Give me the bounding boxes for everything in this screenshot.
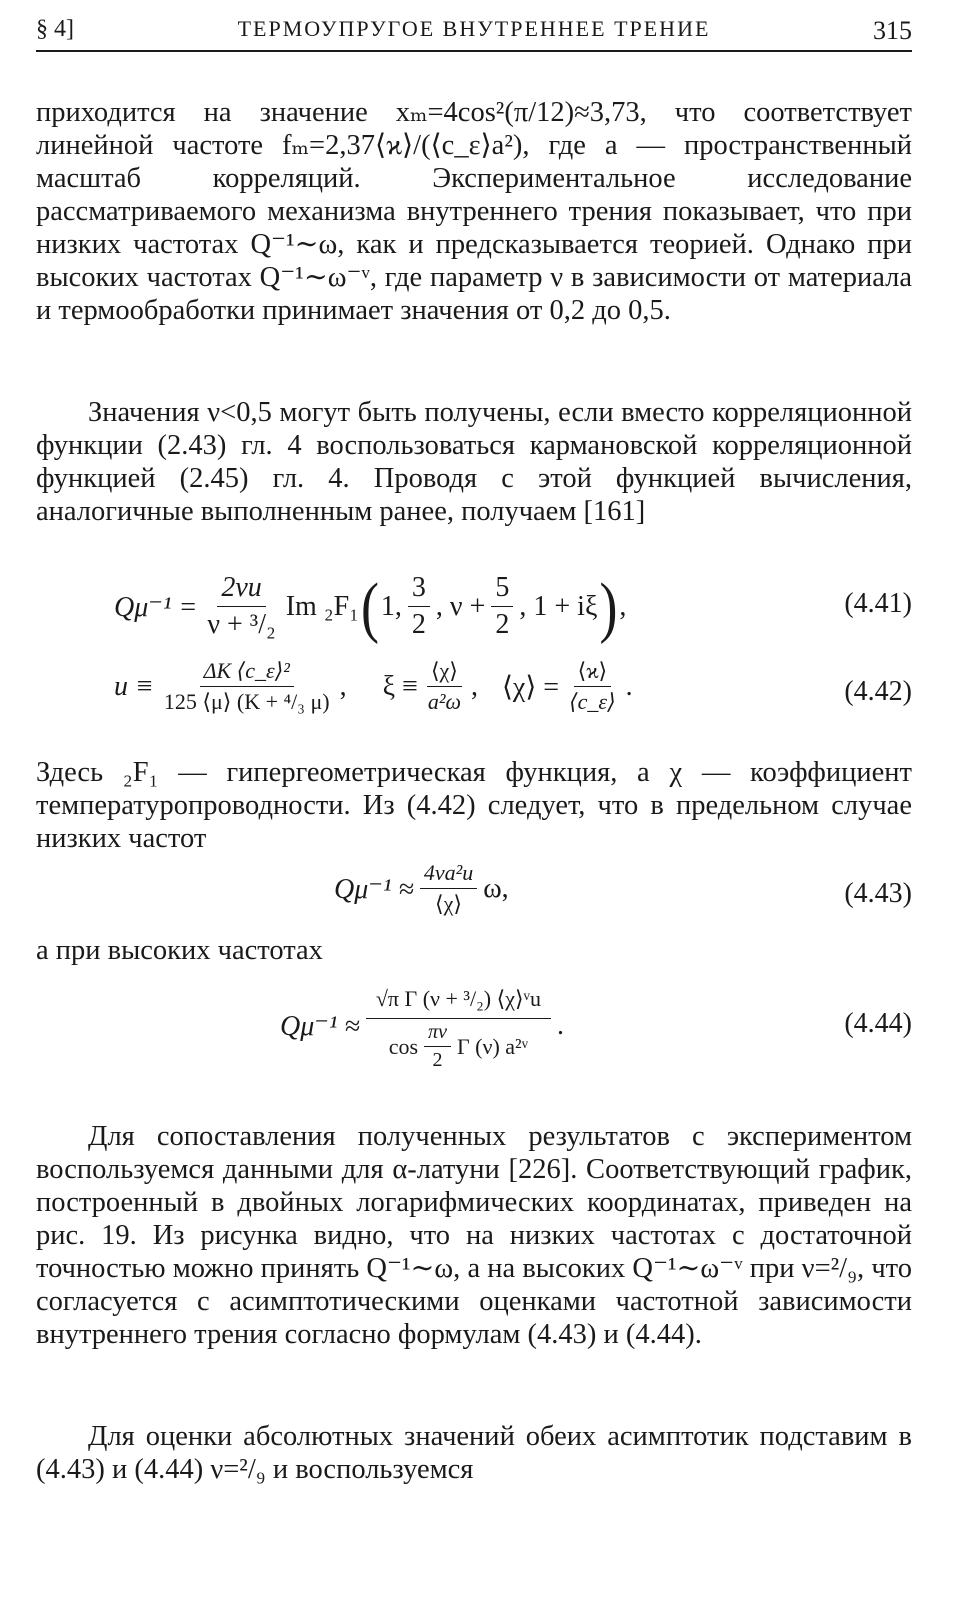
equation-4-43-body [334, 860, 509, 917]
eq442-xi-lhs: ξ ≡ [382, 670, 418, 702]
equation-number-4-42: (4.42) [844, 676, 912, 707]
equation-number-4-44: (4.44) [844, 1008, 912, 1039]
eq442-lhs: u ≡ [114, 670, 154, 702]
running-title: ТЕРМОУПРУГОЕ ВНУТРЕННЕЕ ТРЕНИЕ [237, 16, 711, 41]
eq444-den-cos: cos [388, 1033, 419, 1059]
eq444-den-cos-den: 2 [432, 1049, 443, 1071]
equation-4-41 [36, 568, 912, 644]
eq441-arg-c-num: 5 [491, 572, 513, 607]
eq441-open-paren: ( [360, 569, 379, 644]
paragraph-1: приходится на значение xₘ=4cos²(π/12)≈3,73, что соответствует линейной частоте fₘ=2,37⟨ϰ⟩/(⟨c_ε⟩a²), где a — пространственный масштаб корреляций. Экспериментальное исследование рассматриваемого механизма внутреннего трения показывает, что при низких частотах Q⁻¹∼ω, как и предсказывается теорией. Однако при высоких частотах Q⁻¹∼ω⁻ᵛ, где параметр ν в зависимости от материала и термообработки принимает значения от 0,2 до 0,5. [36, 97, 912, 326]
page-number: 315 [873, 16, 912, 45]
eq442-xi-fraction [424, 658, 465, 715]
paragraph-5: Для сопоставления полученных результатов с экспериментом воспользуемся данными для α-латуни [226]. Соответствующий график, построенный в двойных логарифмических координатах, приведен на рис. 19. Из рисунка видно, что на низких частотах с достаточной точностью можно принять Q⁻¹∼ω, а на высоких Q⁻¹∼ω⁻ᵛ при ν=²/₉, что согласуется с асимптотическими оценками частотной зависимости внутреннего трения согласно формулам (4.43) и (4.44). [36, 1121, 912, 1350]
equation-4-42 [36, 656, 912, 740]
book-page [36, 0, 912, 1600]
equation-4-44-body [280, 980, 564, 1072]
eq441-arg-b-den: 2 [411, 609, 426, 640]
eq442-sep1: , [339, 670, 347, 702]
eq442-sep2: , [470, 670, 478, 702]
eq444-tail: . [557, 1010, 565, 1041]
eq442-u-num: ΔK ⟨c_ε⟩² [200, 658, 294, 687]
equation-4-41-body [114, 569, 627, 644]
eq444-den [385, 1019, 532, 1072]
eq441-lhs: Qμ⁻¹ = [114, 591, 198, 623]
eq444-num: √π Γ (ν + ³/₂) ⟨χ⟩ᵛu [366, 980, 551, 1019]
equation-number-4-41: (4.41) [844, 588, 912, 619]
eq444-lhs: Qμ⁻¹ ≈ [280, 1011, 360, 1042]
eq444-fraction [366, 980, 551, 1072]
eq441-fraction [203, 572, 279, 641]
eq443-fraction [420, 860, 477, 917]
paragraph-6: Для оценки абсолютных значений обеих асимптотик подставим в (4.43) и (4.44) ν=²/₉ и воспользуемся [36, 1421, 912, 1485]
eq442-xi-num: ⟨χ⟩ [427, 658, 462, 687]
eq441-frac-num: 2νu [217, 572, 265, 607]
eq441-func: Im ₂F₁ [285, 590, 359, 622]
eq442-xi-den: a²ω [427, 689, 461, 714]
equation-4-44 [36, 978, 912, 1090]
paragraph-2: Значения ν<0,5 могут быть получены, если вместо корреляционной функции (2.43) гл. 4 воспользоваться кармановской корреляционной функцией (2.45) гл. 4. Проводя с этой функцией вычисления, аналогичные выполненным ранее, получаем [161] [36, 397, 912, 527]
eq441-close-paren: ) [599, 569, 618, 644]
eq444-den-cos-num: πν [424, 1021, 451, 1047]
eq441-tail: , [619, 590, 627, 622]
eq441-arg-d: , 1 + iξ [519, 590, 598, 622]
eq442-tail: . [625, 670, 633, 702]
eq441-arg-b-num: 3 [408, 572, 430, 607]
eq441-arg-c-den: 2 [495, 609, 510, 640]
section-marker: § 4] [36, 16, 74, 42]
eq441-arg-c: , ν + [435, 590, 486, 622]
eq442-chi-num: ⟨ϰ⟩ [574, 658, 612, 687]
eq441-arg-a: 1, [380, 590, 402, 622]
eq443-lhs: Qμ⁻¹ ≈ [334, 873, 414, 905]
eq442-chi-lhs: ⟨χ⟩ = [501, 671, 560, 703]
equation-number-4-43: (4.43) [844, 878, 912, 909]
running-header [36, 10, 912, 52]
eq442-u-fraction [160, 658, 334, 715]
paragraph-4: а при высоких частотах [36, 935, 323, 966]
eq441-frac-den: ν + ³/₂ [207, 609, 276, 640]
eq442-u-den: 125 ⟨μ⟩ (K + ⁴/₃ μ) [163, 689, 330, 714]
eq444-den-cos-frac [424, 1021, 451, 1072]
eq441-arg-b [408, 572, 430, 641]
paragraph-3: Здесь ₂F₁ — гипергеометрическая функция, а χ — коэффициент температуропроводности. Из (4.42) следует, что в предельном случае низких частот [36, 757, 912, 854]
eq442-chi-fraction [565, 658, 620, 715]
eq442-chi-den: ⟨c_ε⟩ [569, 689, 616, 714]
equation-4-42-body [114, 658, 633, 715]
eq443-tail: ω, [483, 872, 509, 904]
eq443-num: 4νa²u [420, 860, 477, 889]
eq443-den: ⟨χ⟩ [435, 891, 462, 916]
equation-4-43 [36, 858, 912, 934]
eq444-den-rest: Γ (ν) a²ᵛ [456, 1033, 529, 1059]
eq441-arg-c-frac [491, 572, 513, 641]
